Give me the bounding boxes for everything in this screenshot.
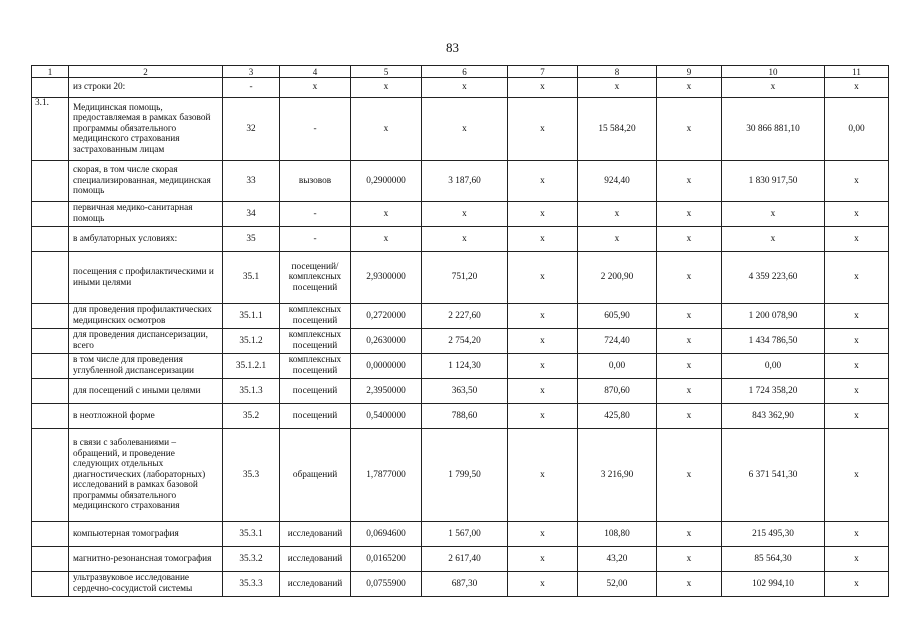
table-row	[32, 161, 889, 202]
table-cell	[32, 522, 69, 547]
table-cell	[32, 547, 69, 572]
table-cell: х	[578, 202, 657, 227]
table-cell: х	[508, 98, 578, 161]
table-row	[32, 252, 889, 304]
table-cell: посещений	[280, 379, 351, 404]
table-row	[32, 227, 889, 252]
table-cell: х	[825, 429, 889, 522]
table-cell: 924,40	[578, 161, 657, 202]
table-cell: х	[422, 227, 508, 252]
table-cell: х	[657, 304, 722, 329]
table-cell: -	[280, 98, 351, 161]
table-cell: 788,60	[422, 404, 508, 429]
table-cell: х	[508, 252, 578, 304]
table-cell: х	[508, 429, 578, 522]
table-cell: 843 362,90	[722, 404, 825, 429]
table-cell	[32, 227, 69, 252]
table-cell: 0,2720000	[351, 304, 422, 329]
table-cell	[32, 329, 69, 354]
table-cell: х	[657, 227, 722, 252]
table-cell: х	[508, 78, 578, 98]
table-cell: 363,50	[422, 379, 508, 404]
table-cell	[32, 572, 69, 597]
table-cell: х	[508, 572, 578, 597]
table-cell: х	[825, 404, 889, 429]
table-cell: 605,90	[578, 304, 657, 329]
table-cell: х	[657, 522, 722, 547]
table-cell: комплексных посещений	[280, 354, 351, 379]
column-number: 3	[223, 66, 280, 78]
table-cell: х	[825, 379, 889, 404]
table-cell: исследований	[280, 522, 351, 547]
table-cell: х	[657, 572, 722, 597]
table-cell: посещений	[280, 404, 351, 429]
table-cell: 3 187,60	[422, 161, 508, 202]
table-cell: х	[508, 202, 578, 227]
table-cell: 35.3.3	[223, 572, 280, 597]
table-cell: для проведения диспансеризации, всего	[69, 329, 223, 354]
table-cell: 1 724 358,20	[722, 379, 825, 404]
table-cell: 2 227,60	[422, 304, 508, 329]
table-cell: 35.1.1	[223, 304, 280, 329]
table-cell: х	[508, 304, 578, 329]
table-row	[32, 304, 889, 329]
table-cell: х	[722, 202, 825, 227]
table-cell: х	[825, 252, 889, 304]
table-cell: х	[422, 202, 508, 227]
table-cell: 6 371 541,30	[722, 429, 825, 522]
table-cell	[32, 202, 69, 227]
table-cell: обращений	[280, 429, 351, 522]
table-cell: 35.3.1	[223, 522, 280, 547]
table-cell: для проведения профилактических медицинских осмотров	[69, 304, 223, 329]
table-cell: 35.1.2	[223, 329, 280, 354]
table-cell: компьютерная томография	[69, 522, 223, 547]
table-cell: 15 584,20	[578, 98, 657, 161]
table-row	[32, 329, 889, 354]
table-row	[32, 98, 889, 161]
table-cell: 2 200,90	[578, 252, 657, 304]
table-cell: х	[657, 202, 722, 227]
table-body	[32, 66, 889, 597]
table-cell: 102 994,10	[722, 572, 825, 597]
table-row	[32, 547, 889, 572]
table-cell: 0,00	[825, 98, 889, 161]
table-cell: х	[508, 329, 578, 354]
table-cell: 0,5400000	[351, 404, 422, 429]
table-cell: 1 799,50	[422, 429, 508, 522]
table-cell: 3.1.	[32, 98, 69, 161]
table-cell	[32, 404, 69, 429]
column-number: 6	[422, 66, 508, 78]
table-cell: 687,30	[422, 572, 508, 597]
table-cell: 1,7877000	[351, 429, 422, 522]
table-row	[32, 572, 889, 597]
table-cell: 1 830 917,50	[722, 161, 825, 202]
table-cell: х	[508, 379, 578, 404]
column-number: 10	[722, 66, 825, 78]
table-cell: Медицинская помощь, предоставляемая в рамках базовой программы обязательного медицинского страхования застрахованным лицам	[69, 98, 223, 161]
table-cell: скорая, в том числе скорая специализированная, медицинская помощь	[69, 161, 223, 202]
table-cell: х	[825, 304, 889, 329]
table-cell: ультразвуковое исследование сердечно-сосудистой системы	[69, 572, 223, 597]
table-cell: в амбулаторных условиях:	[69, 227, 223, 252]
table-cell: х	[351, 98, 422, 161]
table-cell	[32, 379, 69, 404]
table-cell	[32, 161, 69, 202]
table-cell: х	[722, 78, 825, 98]
table-row	[32, 202, 889, 227]
table-cell: х	[657, 404, 722, 429]
table-cell: х	[825, 202, 889, 227]
table-cell: 35.1.3	[223, 379, 280, 404]
table-cell: х	[722, 227, 825, 252]
table-cell	[32, 78, 69, 98]
table-cell: 1 434 786,50	[722, 329, 825, 354]
table-cell: 2 754,20	[422, 329, 508, 354]
table-cell: 751,20	[422, 252, 508, 304]
table-cell	[32, 354, 69, 379]
table-cell: х	[825, 161, 889, 202]
table-cell: х	[508, 354, 578, 379]
column-number: 4	[280, 66, 351, 78]
data-table	[31, 65, 889, 597]
table-cell: х	[825, 227, 889, 252]
table-cell	[32, 429, 69, 522]
table-cell: х	[825, 329, 889, 354]
table-cell: х	[508, 161, 578, 202]
table-cell: 35	[223, 227, 280, 252]
table-cell: 35.3	[223, 429, 280, 522]
table-cell: х	[657, 547, 722, 572]
table-cell: 35.1	[223, 252, 280, 304]
table-cell: вызовов	[280, 161, 351, 202]
table-cell: 0,0755900	[351, 572, 422, 597]
table-cell: 52,00	[578, 572, 657, 597]
table-cell: 3 216,90	[578, 429, 657, 522]
table-cell: комплексных посещений	[280, 329, 351, 354]
table-cell: 1 567,00	[422, 522, 508, 547]
column-number: 11	[825, 66, 889, 78]
table-cell: из строки 20:	[69, 78, 223, 98]
table-cell: в неотложной форме	[69, 404, 223, 429]
column-number: 8	[578, 66, 657, 78]
table-cell: в том числе для проведения углубленной диспансеризации	[69, 354, 223, 379]
table-cell: посещений/комплексных посещений	[280, 252, 351, 304]
table-cell: 2 617,40	[422, 547, 508, 572]
table-cell: х	[657, 161, 722, 202]
table-cell: х	[508, 547, 578, 572]
table-cell: 43,20	[578, 547, 657, 572]
table-cell: 85 564,30	[722, 547, 825, 572]
table-row	[32, 404, 889, 429]
table-cell: х	[280, 78, 351, 98]
table-cell: х	[351, 202, 422, 227]
table-cell: посещения с профилактическими и иными целями	[69, 252, 223, 304]
table-cell	[32, 252, 69, 304]
table-cell: 724,40	[578, 329, 657, 354]
table-cell: -	[223, 78, 280, 98]
table-cell: х	[657, 252, 722, 304]
table-cell: 35.1.2.1	[223, 354, 280, 379]
table-cell: 34	[223, 202, 280, 227]
table-row	[32, 354, 889, 379]
table-row	[32, 78, 889, 98]
column-number: 2	[69, 66, 223, 78]
table-cell: 1 124,30	[422, 354, 508, 379]
table-cell: для посещений с иными целями	[69, 379, 223, 404]
table-cell: 33	[223, 161, 280, 202]
table-cell: исследований	[280, 547, 351, 572]
table-cell: 30 866 881,10	[722, 98, 825, 161]
table-cell: х	[578, 227, 657, 252]
table-cell: 32	[223, 98, 280, 161]
table-cell: х	[508, 227, 578, 252]
column-number: 7	[508, 66, 578, 78]
table-cell: 2,9300000	[351, 252, 422, 304]
table-cell: 0,0694600	[351, 522, 422, 547]
table-cell: 2,3950000	[351, 379, 422, 404]
table-cell: 425,80	[578, 404, 657, 429]
table-cell: х	[351, 78, 422, 98]
table-cell: х	[825, 572, 889, 597]
table-row	[32, 522, 889, 547]
table-cell: х	[657, 379, 722, 404]
table-cell: 1 200 078,90	[722, 304, 825, 329]
table-cell: х	[825, 547, 889, 572]
table-cell: х	[657, 429, 722, 522]
table-cell: 35.2	[223, 404, 280, 429]
column-number: 5	[351, 66, 422, 78]
header-row	[32, 66, 889, 78]
table-cell: исследований	[280, 572, 351, 597]
page-number: 83	[446, 40, 459, 55]
table-cell: 35.3.2	[223, 547, 280, 572]
table-cell: в связи с заболеваниями – обращений, и проведение следующих отдельных диагностических (лабораторных) исследований в рамках базовой программы обязательного медицинского страхования	[69, 429, 223, 522]
table-cell: -	[280, 202, 351, 227]
table-cell: х	[825, 354, 889, 379]
table-cell: х	[578, 78, 657, 98]
table-cell: 0,0165200	[351, 547, 422, 572]
table-cell: 0,0000000	[351, 354, 422, 379]
table-cell	[32, 304, 69, 329]
table-cell: х	[508, 404, 578, 429]
table-cell: х	[825, 78, 889, 98]
column-number: 9	[657, 66, 722, 78]
column-number: 1	[32, 66, 69, 78]
table-cell: х	[508, 522, 578, 547]
table-cell: х	[657, 329, 722, 354]
table-cell: 0,00	[722, 354, 825, 379]
table-cell: х	[657, 78, 722, 98]
table-cell: 4 359 223,60	[722, 252, 825, 304]
table-row	[32, 379, 889, 404]
table-cell: 0,2630000	[351, 329, 422, 354]
table-cell: х	[422, 78, 508, 98]
table-cell: 0,00	[578, 354, 657, 379]
table-cell: комплексных посещений	[280, 304, 351, 329]
table-cell: 215 495,30	[722, 522, 825, 547]
table-cell: 108,80	[578, 522, 657, 547]
table-cell: х	[825, 522, 889, 547]
table-cell: магнитно-резонансная томография	[69, 547, 223, 572]
table-cell: х	[422, 98, 508, 161]
table-cell: первичная медико-санитарная помощь	[69, 202, 223, 227]
table-row	[32, 429, 889, 522]
table-cell: 0,2900000	[351, 161, 422, 202]
table-cell: х	[351, 227, 422, 252]
table-cell: 870,60	[578, 379, 657, 404]
table-cell: х	[657, 354, 722, 379]
table-cell: х	[657, 98, 722, 161]
table-cell: -	[280, 227, 351, 252]
